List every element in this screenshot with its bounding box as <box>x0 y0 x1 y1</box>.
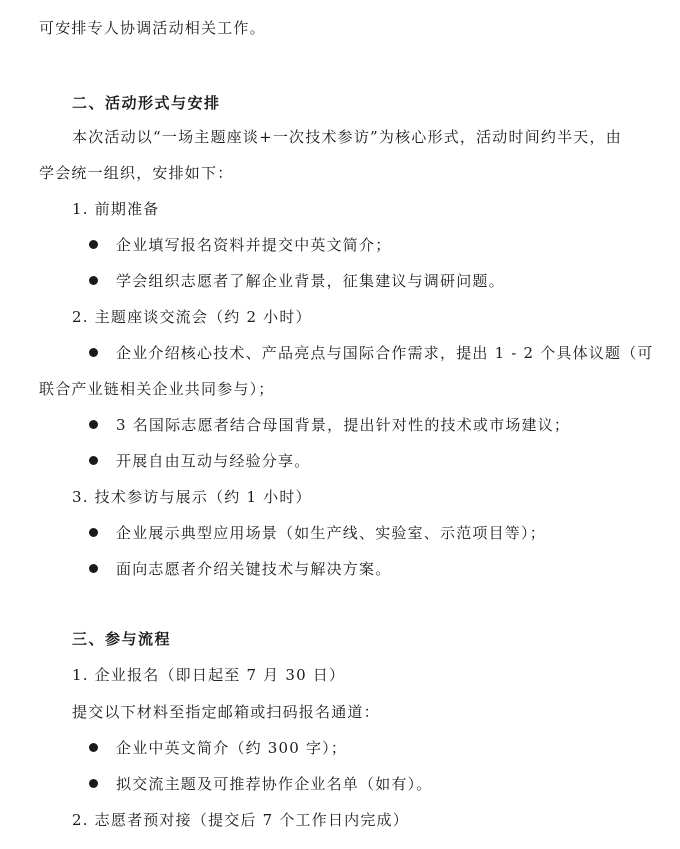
list-item: 企业中英文简介（约 300 字）； <box>116 739 348 757</box>
section2-heading: 二、活动形式与安排 <box>72 94 221 112</box>
section3-heading: 三、参与流程 <box>72 630 172 648</box>
list-item-continuation: 联合产业链相关企业共同参与）； <box>39 380 275 398</box>
bullet-dot-icon <box>89 564 98 573</box>
list-item: 拟交流主题及可推荐协作企业名单（如有）。 <box>116 775 433 793</box>
bullet-dot-icon <box>89 743 98 752</box>
section3-item1-label: 1. 企业报名（即日起至 7 月 30 日） <box>72 666 346 684</box>
section2-item3-label: 3. 技术参访与展示（约 1 小时） <box>72 488 312 506</box>
bullet-dot-icon <box>89 240 98 249</box>
bullet-dot-icon <box>89 348 98 357</box>
bullet-dot-icon <box>89 528 98 537</box>
bullet-dot-icon <box>89 456 98 465</box>
list-item: 企业介绍核心技术、产品亮点与国际合作需求，提出 1 - 2 个具体议题（可 <box>116 344 654 362</box>
list-item: 开展自由互动与经验分享。 <box>116 452 311 470</box>
section2-item2-label: 2. 主题座谈交流会（约 2 小时） <box>72 308 312 326</box>
list-item: 企业填写报名资料并提交中英文简介； <box>116 236 392 254</box>
intro-tail-text: 可安排专人协调活动相关工作。 <box>39 19 266 37</box>
list-item: 企业展示典型应用场景（如生产线、实验室、示范项目等）； <box>116 524 546 542</box>
section2-item1-label: 1. 前期准备 <box>72 200 160 218</box>
list-item: 面向志愿者介绍关键技术与解决方案。 <box>116 560 392 578</box>
bullet-dot-icon <box>89 420 98 429</box>
section3-item1-subline: 提交以下材料至指定邮箱或扫码报名通道： <box>72 703 380 721</box>
list-item: 3 名国际志愿者结合母国背景，提出针对性的技术或市场建议； <box>116 416 571 434</box>
section2-paragraph-line2: 学会统一组织，安排如下： <box>39 164 234 182</box>
section2-paragraph-line1: 本次活动以“一场主题座谈+一次技术参访”为核心形式，活动时间约半天，由 <box>72 128 622 146</box>
bullet-dot-icon <box>89 779 98 788</box>
list-item: 学会组织志愿者了解企业背景，征集建议与调研问题。 <box>116 272 505 290</box>
bullet-dot-icon <box>89 276 98 285</box>
section3-item2-label: 2. 志愿者预对接（提交后 7 个工作日内完成） <box>72 811 409 829</box>
